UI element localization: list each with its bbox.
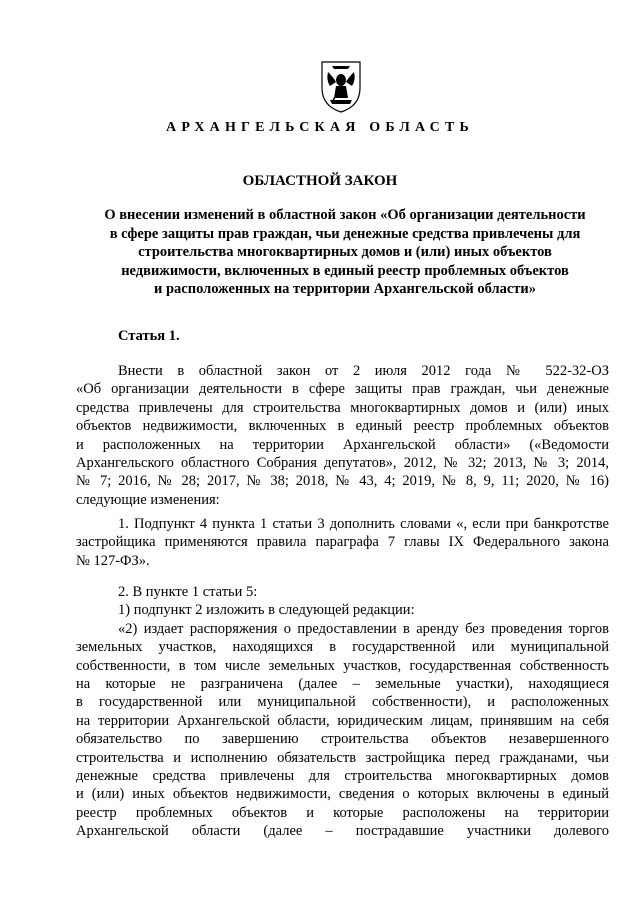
law-title [70, 206, 620, 299]
article-heading: Статья 1. [118, 328, 180, 344]
text-line: № 7; 2016, № 28; 2017, № 38; 2018, № 43, 4; 2019, № 8, 9, 11; 2020, № 16) [76, 473, 609, 490]
text-line: и (или) иных объектов недвижимости, сведения о которых включены в единый [76, 786, 609, 803]
law-type-heading: ОБЛАСТНОЙ ЗАКОН [242, 173, 398, 189]
region-name: АРХАНГЕЛЬСКАЯ ОБЛАСТЬ [166, 120, 474, 135]
text-line: и расположенных на территории Архангельской области» («Ведомости [76, 436, 609, 453]
text-line: Внести в областной закон от 2 июля 2012 года № 522-32-ОЗ [118, 363, 609, 379]
text-line: средства привлечены для строительства многоквартирных домов и (или) иных [76, 399, 609, 416]
text-line: 1. Подпункт 4 пункта 1 статьи 3 дополнить словами «, если при банкротстве [118, 516, 609, 532]
text-line: Архангельского областного Собрания депутатов», 2012, № 32; 2013, № 3; 2014, [76, 454, 609, 471]
text-line: № 127-ФЗ». [76, 552, 150, 569]
text-line: денежные средства привлечены для строительства многоквартирных домов [76, 767, 609, 784]
item-2 [76, 583, 609, 840]
law-title-line: и расположенных на территории Архангельской области» [153, 281, 537, 297]
item-1 [76, 515, 609, 570]
text-line: реестр проблемных объектов и которые расположены на территории [76, 804, 609, 821]
paragraph-intro [76, 362, 609, 509]
law-title-line: в сфере защиты прав граждан, чьи денежные средства привлечены для [109, 225, 581, 242]
text-line: Архангельской области (далее – пострадавшие участники долевого [76, 823, 609, 840]
text-line: 1) подпункт 2 изложить в следующей редакции: [118, 602, 415, 619]
law-title-line: О внесении изменений в областной закон «Об организации деятельности [104, 207, 586, 223]
law-title-line: строительства многоквартирных домов и (или) иных объектов [138, 244, 552, 260]
text-line: собственности, в том числе земельных участков, государственная собственность [76, 657, 609, 674]
text-line: в государственной или муниципальной собственности), и расположенных [76, 694, 609, 711]
text-line: земельных участков, находящихся в государственной или муниципальной [76, 639, 609, 656]
text-line: на территории Архангельской области, юридическим лицам, принявшим на себя [76, 712, 609, 729]
text-line: «Об организации деятельности в сфере защиты прав граждан, чьи денежные [76, 381, 609, 398]
text-line: объектов недвижимости, включенных в единый реестр проблемных объектов [76, 418, 609, 435]
law-title-line: недвижимости, включенных в единый реестр проблемных объектов [121, 262, 569, 279]
coat-of-arms-icon [318, 58, 364, 114]
text-line: 2. В пункте 1 статьи 5: [118, 584, 258, 600]
text-line: застройщика применяются правила параграфа 7 главы IX Федерального закона [76, 534, 609, 551]
text-line: следующие изменения: [76, 491, 220, 508]
text-line: на которые не разграничена (далее – земельные участки), находящиеся [76, 675, 609, 692]
text-line: строительства и исполнению обязательств застройщика перед гражданами, чьи [76, 749, 609, 766]
text-line: «2) издает распоряжения о предоставлении в аренду без проведения торгов [118, 620, 609, 637]
text-line: обязательство по завершению строительства объектов незавершенного [76, 731, 609, 748]
